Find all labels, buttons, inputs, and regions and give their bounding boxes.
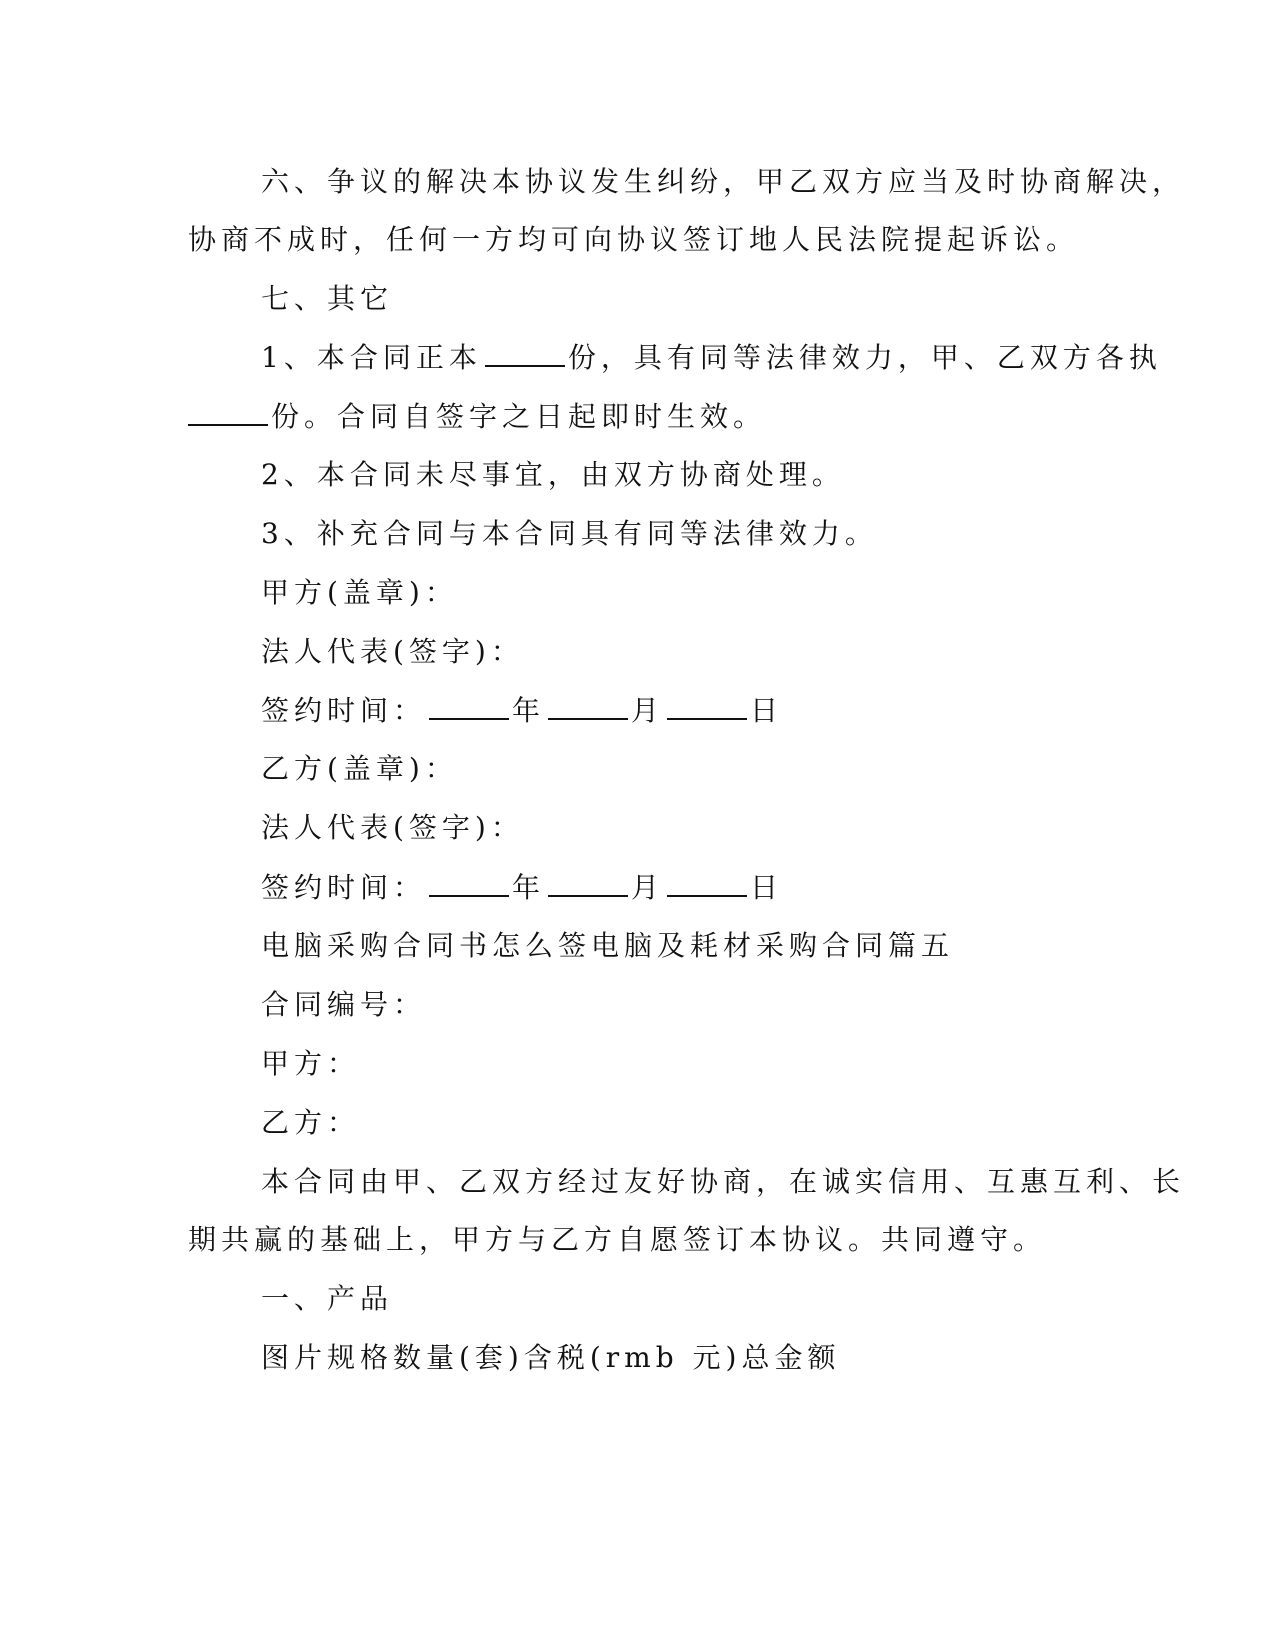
text: 月: [631, 694, 665, 727]
clause-7-item-2: [0, 457, 1275, 493]
party-a-seal: [0, 575, 1275, 611]
clause-7-item-3: [0, 516, 1275, 552]
party-b-seal: [0, 751, 1275, 787]
preamble-line-1: [0, 1164, 1275, 1200]
clause-6-dispute-line-1: [0, 164, 1275, 200]
text: 法人代表(签字)：: [261, 635, 524, 668]
text: 甲方(盖章)：: [261, 576, 458, 609]
text: 1、本合同正本: [261, 341, 482, 374]
contract-number: [0, 987, 1275, 1023]
month-blank[interactable]: [548, 692, 628, 720]
text: 本合同由甲、乙双方经过友好协商，在诚实信用、互惠互利、长: [261, 1165, 1186, 1198]
text: 甲方：: [261, 1047, 361, 1080]
clause-6-dispute-line-2: [0, 222, 1275, 258]
preamble-line-2: [0, 1222, 1275, 1258]
text: 签约时间：: [261, 694, 427, 727]
party-a-label: [0, 1046, 1275, 1082]
year-blank[interactable]: [429, 869, 509, 897]
party-b-sign-date: [0, 869, 1275, 906]
section-title-part-5: [0, 928, 1275, 964]
text: 2、本合同未尽事宜，由双方协商处理。: [261, 458, 845, 491]
text: 七、其它: [261, 282, 394, 315]
text: 3、补充合同与本合同具有同等法律效力。: [261, 517, 878, 550]
text: 电脑采购合同书怎么签电脑及耗材采购合同篇五: [261, 929, 955, 962]
text: 份。合同自签字之日起即时生效。: [271, 400, 767, 433]
text: 日: [750, 694, 784, 727]
text: 一、产品: [261, 1282, 394, 1315]
text: 乙方：: [261, 1106, 361, 1139]
text: 图片规格数量(套)含税(rmb 元)总金额: [261, 1341, 841, 1374]
text: 乙方(盖章)：: [261, 752, 458, 785]
text: 日: [750, 871, 784, 904]
text: 份，具有同等法律效力，甲、乙双方各执: [567, 341, 1162, 374]
day-blank[interactable]: [667, 692, 747, 720]
text: 法人代表(签字)：: [261, 811, 524, 844]
day-blank[interactable]: [667, 869, 747, 897]
clause-7-heading: [0, 281, 1275, 317]
party-b-representative: [0, 810, 1275, 846]
clause-7-item-1-line-1: [0, 339, 1275, 376]
text: 合同编号：: [261, 988, 427, 1021]
text: 六、争议的解决本协议发生纠纷，甲乙双方应当及时协商解决，: [261, 165, 1186, 198]
text: 期共赢的基础上，甲方与乙方自愿签订本协议。共同遵守。: [188, 1223, 1047, 1256]
text: 年: [512, 871, 546, 904]
text: 年: [512, 694, 546, 727]
text: 月: [631, 871, 665, 904]
text: 签约时间：: [261, 871, 427, 904]
year-blank[interactable]: [429, 692, 509, 720]
party-a-sign-date: [0, 692, 1275, 729]
party-a-representative: [0, 634, 1275, 670]
section-1-products-heading: [0, 1281, 1275, 1317]
month-blank[interactable]: [548, 869, 628, 897]
clause-7-item-1-line-2: [0, 398, 1275, 435]
blank-copies-field[interactable]: [485, 339, 565, 367]
blank-copies-each-field[interactable]: [188, 398, 268, 426]
text: 协商不成时，任何一方均可向协议签订地人民法院提起诉讼。: [188, 223, 1080, 256]
party-b-label: [0, 1105, 1275, 1141]
product-table-header: [0, 1340, 1275, 1376]
